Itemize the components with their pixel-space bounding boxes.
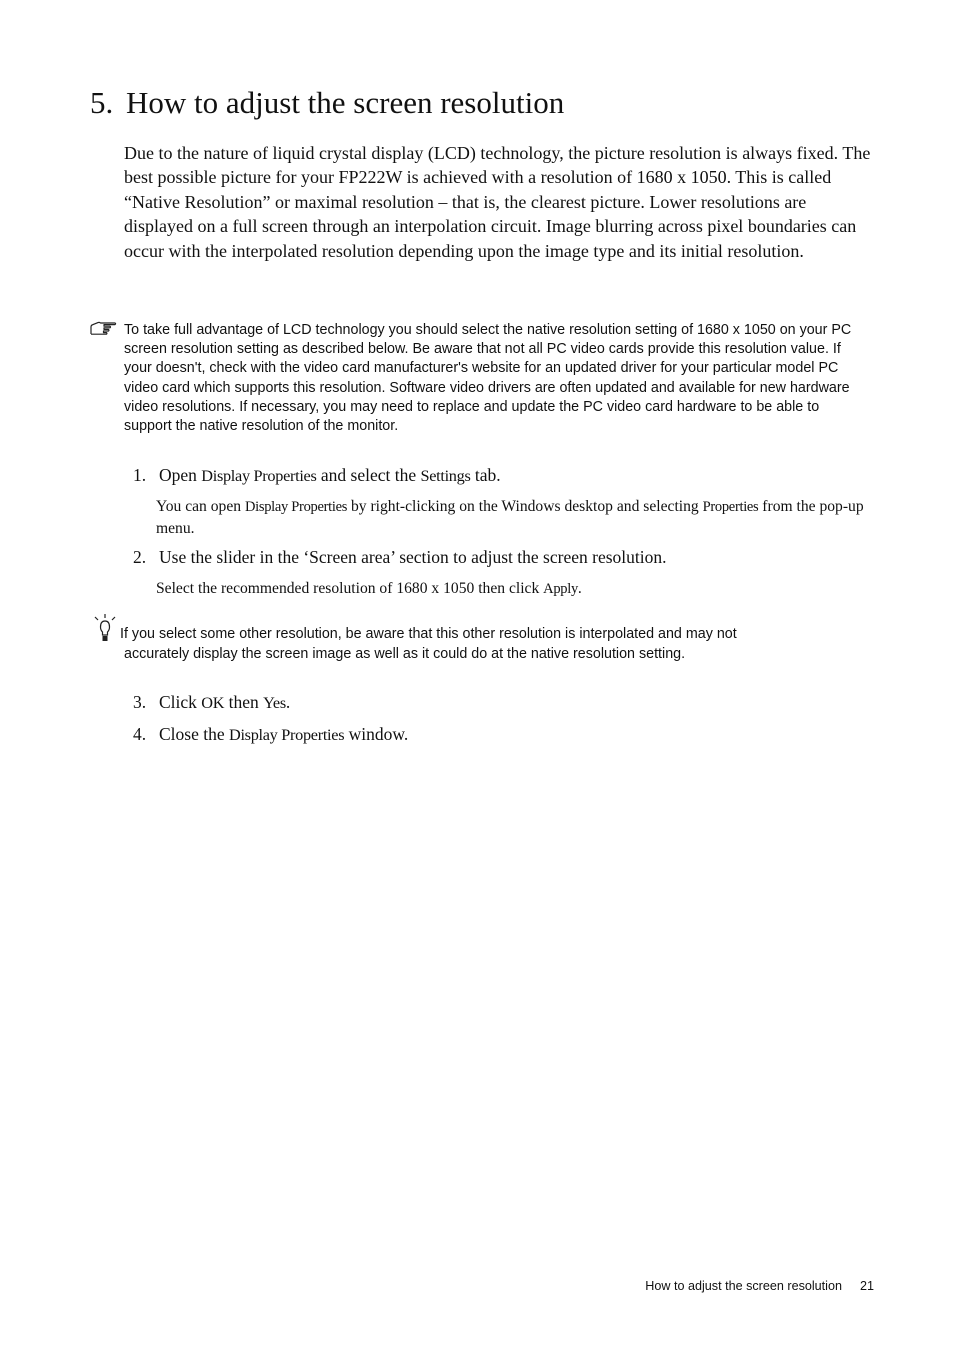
- detail-text: You can open: [156, 498, 245, 515]
- lightbulb-icon: [90, 613, 120, 643]
- detail-text: from the pop-up menu.: [156, 498, 864, 537]
- step-2-detail: [156, 578, 868, 600]
- detail-text: by right-clicking on the Windows desktop and selecting: [347, 498, 703, 515]
- page-footer: [645, 1278, 874, 1294]
- ui-term-display-properties: Display Properties: [244, 499, 348, 515]
- ui-term-ok: OK: [201, 694, 225, 712]
- section-title: How to adjust the screen resolution: [126, 85, 565, 120]
- step-text: tab.: [470, 465, 501, 485]
- note-text: To take full advantage of LCD technology you should select the native resolution setting of 1680 x 1050 on your PC screen resolution setting as described below. Be aware that not all PC video cards provide this resolution value. If your doesn't, check with the video card manufacturer's website for an updated driver for your particular model PC video card which supports this resolution. Software video drivers are often updated and available for new hardware video resolutions. If necessary, you may need to replace and update the PC video card hardware to be able to support the native resolution of the monitor.: [124, 322, 852, 435]
- section-heading: [90, 84, 564, 122]
- tip-line-1: If you select some other resolution, be aware that this other resolution is interpolated and may not: [120, 626, 737, 642]
- pointing-hand-icon: [89, 320, 117, 336]
- detail-text: Select the recommended resolution of 1680 x 1050 then click: [156, 580, 544, 597]
- step-text: then: [224, 692, 264, 712]
- step-text: .: [285, 692, 291, 712]
- ui-term-properties: Properties: [702, 499, 759, 515]
- ui-term-display-properties: Display Properties: [201, 467, 317, 485]
- section-number: 5.: [90, 85, 114, 120]
- step-number: 1.: [133, 465, 147, 485]
- footer-title: How to adjust the screen resolution: [645, 1279, 842, 1293]
- page-number: 21: [859, 1279, 874, 1293]
- step-text: and select the: [316, 465, 421, 485]
- step-1: [133, 464, 501, 487]
- step-text: Open: [159, 465, 202, 485]
- step-text: Use the slider in the ‘Screen area’ section to adjust the screen resolution.: [159, 547, 667, 567]
- step-text: Click: [159, 692, 202, 712]
- step-4: [133, 723, 408, 746]
- step-1-detail: [156, 496, 868, 539]
- intro-paragraph: Due to the nature of liquid crystal display (LCD) technology, the picture resolution is always fixed. The best possible picture for your FP222W is achieved with a resolution of 1680 x 1050. This is called “Native Resolution” or maximal resolution – that is, the clearest picture. Lower resolutions are displayed on a full screen through an interpolation circuit. Image blurring across pixel boundaries can occur with the interpolated resolution depending upon the image type and its initial resolution.: [124, 143, 871, 261]
- ui-term-settings: Settings: [420, 467, 471, 485]
- step-text: Close the: [159, 724, 229, 744]
- detail-text: .: [577, 580, 582, 597]
- ui-term-apply: Apply: [543, 581, 578, 597]
- step-2: [133, 546, 666, 568]
- step-number: 3.: [133, 692, 147, 712]
- step-number: 4.: [133, 724, 147, 744]
- ui-term-display-properties: Display Properties: [229, 726, 345, 744]
- step-number: 2.: [133, 547, 147, 567]
- step-3: [133, 691, 290, 714]
- step-text: window.: [344, 724, 409, 744]
- tip-line-2: accurately display the screen image as well as it could do at the native resolution setting.: [124, 646, 686, 662]
- tip-text: [120, 624, 850, 664]
- ui-term-yes: Yes: [263, 694, 286, 712]
